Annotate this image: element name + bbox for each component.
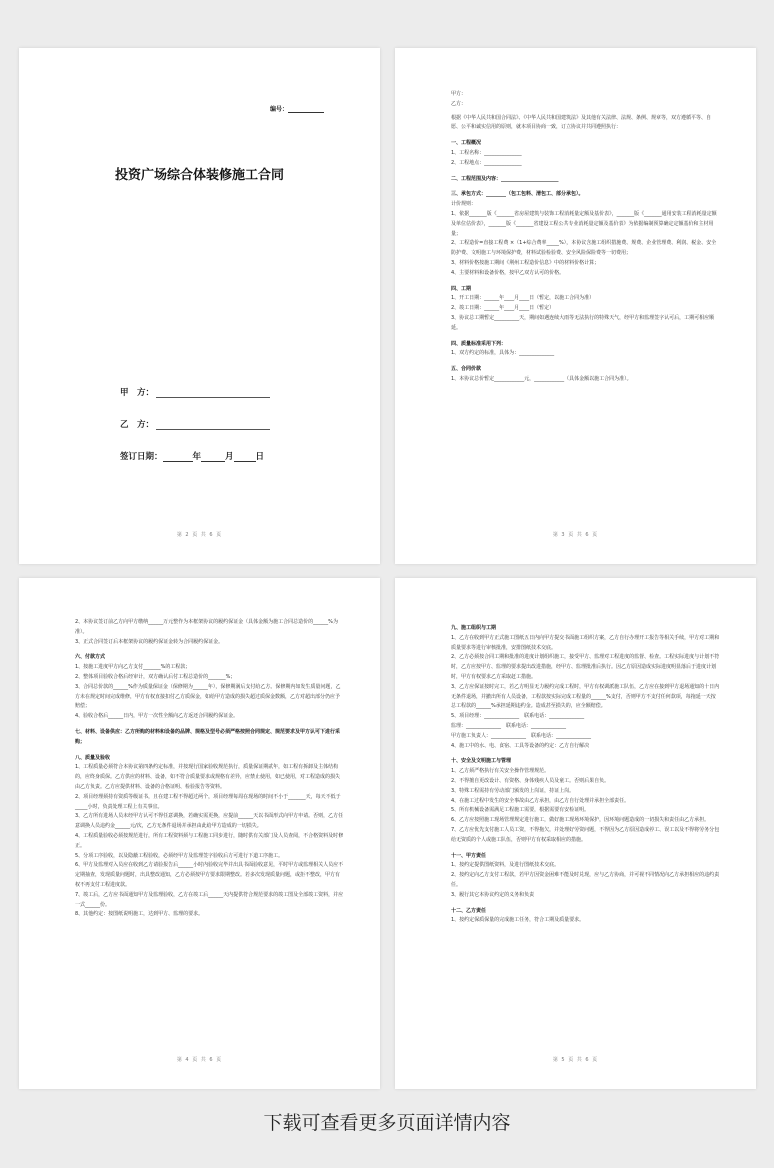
- paragraph: 3、合同总价款的______%作为质量保证金（保修期为______年），保修期满后支付给乙方。保修期内如发生质量问题，乙方未在规定时间完成维修，甲方有权直接扣付乙方质保金，如给甲方造成的损失超过质保金数额，乙方对超出部分仍应予赔偿；: [75, 683, 341, 710]
- paragraph: 3、材料价格按施工期间《荆州工程造价信息》中的材料价格计算；: [451, 259, 600, 266]
- section-heading: 二、工程范围及内容：_______________________: [451, 175, 559, 182]
- paragraph: 4、在施工过程中发生的安全事故由乙方承担，由乙方自行处理并承担全部责任。: [451, 797, 630, 804]
- month-blank: [201, 453, 225, 462]
- paragraph: 甲方：: [451, 91, 467, 97]
- paragraph: 1、开工日期：______年____月____日（暂定，以施工合同为准）: [451, 295, 595, 302]
- year-label: 年: [192, 452, 202, 462]
- page-number: 第 3 页 共 6 页: [552, 532, 599, 538]
- paragraph: 1、按施工进度甲方向乙方支付_______%的工程款；: [75, 664, 191, 671]
- paragraph: 1、乙方在收到甲方正式施工图纸五日内向甲方提交书面施工组织方案，乙方自行办理开工报告等相关手续，甲方对工期和质量要求等进行审核批准，安排图纸技术交底。: [451, 634, 720, 651]
- document-title: 投资广场综合体装修施工合同: [114, 168, 284, 183]
- section-heading: 九、施工组织与工期: [451, 625, 497, 631]
- paragraph: 3、乙方所有进场人员未经甲方认可不得任意调换，若确实需更换，应提前______天以书面形式向甲方申请。否则，乙方任意调换人员违约金______元/次，乙方无条件退场并承担由此给甲方造成的一切损失。: [75, 813, 344, 830]
- section-heading: 三、承包方式：________（包工包料、清包工、部分承包）。: [451, 191, 584, 198]
- section-heading: 十、安全及文明施工与管理: [451, 758, 512, 765]
- party-a-blank: [156, 389, 270, 398]
- paragraph: 4、主要材料和设备价格，按甲乙双方认可的价格。: [451, 269, 565, 276]
- paragraph: 2、本协议签订前乙方向甲方缴纳______万元整作为本框架协议的履约保证金（具体金额为施工合同总造价的______%为准）。: [75, 619, 338, 635]
- document-page-cover: [19, 48, 380, 564]
- page-number: 第 2 页 共 6 页: [176, 532, 223, 538]
- paragraph: 7、乙方应优先支付施工人员工资，不得拖欠，并处理好劳资问题，不得因为乙方原因造成停工、误工以及不得将劳务分包给无资质的个人或施工队伍，否则甲方有权采取相应的措施。: [451, 826, 720, 843]
- paragraph: 7、竣工后，乙方应书面通知甲方及监理验收，乙方在竣工后______天内提供符合规范要求的竣工图及全部竣工资料，并应一式______份。: [75, 891, 344, 908]
- paragraph: 2、不得擅自更改设计、有资格、身体残疾人员及童工。否则后果自负。: [451, 777, 610, 784]
- paragraph: 甲方施工负责人：______________ 联系电话：______________: [451, 732, 592, 739]
- paragraph: 2、工程地点：_______________: [451, 159, 522, 166]
- month-label: 月: [225, 452, 234, 462]
- day-label: 日: [255, 452, 265, 462]
- page-body: [75, 618, 344, 920]
- section-heading: 十二、乙方责任: [451, 907, 487, 914]
- paragraph: 3、协议总工期暂定__________天，期间如遇连续大雨等无法执行的特殊天气，经甲方和监理签字认可后，工期可相应顺延。: [451, 314, 715, 331]
- paragraph: 3、履行其它本协议约定的义务和负责: [451, 891, 535, 898]
- section-heading: 十一、甲方责任: [451, 852, 487, 859]
- section-heading: 六、付款方式: [75, 654, 106, 661]
- paragraph: 1、按约定提供图纸资料，及进行图纸技术交底。: [451, 862, 560, 869]
- paragraph: 乙方：: [451, 100, 467, 107]
- paragraph: 2、工程造价=直接工程费 ×（1+综合费率_____%），本协议含施工组织措施费、规费、企业管理费、利润、税金、安全防护费、文明施工与环境保护费，材料试验检验费、安全风险保险费等一切费用；: [451, 240, 717, 257]
- paragraph: 6、乙方应按照施工现场管理规定进行施工，做好施工现场环境保护，因环境问题造成的一切损失和责任由乙方承担。: [451, 817, 710, 824]
- paragraph: 1、工程质量必须符合本协议第四条约定标准，并按现行国家验收规范执行，质量保证期贰年，如工程有拆卸及主体结构的，应终身质保。乙方供应的材料、设备，如不符合质量要求或规格有差异，应禁止使用，如已使用，对工程造成的损失由乙方负责。乙方应提供材料、设备的合格证明、检验报告等资料。: [75, 764, 341, 790]
- sign-date-label: 签订日期：: [120, 452, 163, 462]
- paragraph: 2、整体项目验收合格后经审计，双方确认后付工程总造价的_______%；: [75, 673, 236, 680]
- paragraph: 3、正式合同签订后本框架协议的履约保证金转为合同履约保证金。: [75, 638, 224, 645]
- year-blank: [163, 453, 193, 462]
- party-b-blank: [156, 421, 270, 430]
- paragraph: 4、施工中的水、电、食宿、工具等设备的约定：乙方自行解决: [451, 742, 590, 749]
- paragraph: 1、依据_______版《_______省房屋建筑与装饰工程消耗量定额及基价表》，_______版《_______通用安装工程消耗量定额及单位估价表》，_______版《_______省建设工程公共专业消耗量定额及基价表》为依据编制预算确定定额基价和主材用量；: [451, 210, 717, 237]
- contract-number-field: [270, 104, 324, 113]
- sign-date-line: [120, 450, 264, 462]
- paragraph: 2、按约定向乙方支付工程款，若甲方因资金困难不能及时兑现，应与乙方协商，并可视不同情况向乙方承担相应的违约责任。: [451, 872, 720, 888]
- paragraph: 4、工程质量验收必须按规范进行，所有工程资料须与工程施工同步进行，随时供有关部门及人员查阅，不合格资料及时修正。: [75, 832, 344, 849]
- paragraph: 4、验收合格后______日内，甲方一次性全额向乙方返还合同履约保证金。: [75, 713, 239, 720]
- day-blank: [234, 453, 256, 462]
- page-number: 第 5 页 共 6 页: [552, 1057, 599, 1063]
- paragraph: 5、所有机械设备需满足工程施工需要，根据需要有安检证明。: [451, 807, 590, 814]
- document-page-3: [19, 578, 380, 1089]
- section-heading: 四、工期: [451, 285, 472, 292]
- paragraph: 2、项目经理须持有资质等级证书，且在建工程不得超过两个，项目经理每周在现场的时间不小于_______天，每天不低于_____小时，负责处理工程上有关事宜。: [75, 793, 341, 810]
- paragraph: 2、乙方必须按合同工期和批准的进度计划组织施工，接受甲方、监理对工程进度的监督、检查。工程实际进度与计划不符时，乙方应按甲方、监理的要求提出改进措施，经甲方、监理批准后执行。因乙方原因造成实际进度明显落后于进度计划时，甲方有权要求乙方采取赶工措施。: [451, 654, 720, 680]
- paragraph: 1、本协议总价暂定____________元，____________（具体金额以施工合同为准）。: [451, 375, 632, 382]
- contract-number-label: 编号：: [269, 106, 288, 113]
- paragraph: 6、甲方及监理对入员应在收到乙方请验报告后______小时内验收完毕并出具书面验收意见，平时甲方或监理相关人员应不定期抽查，发现质量问题时，出具整改通知，乙方必须按甲方要求限期整改。若多次发现质量问题，或拒不整改，甲方有权不再支付工程进度款。: [75, 862, 344, 888]
- party-b-line: [120, 418, 270, 430]
- paragraph: 监理：______________ 联系电话：______________: [451, 722, 567, 729]
- party-a-line: [120, 386, 270, 398]
- page-body: [451, 90, 720, 385]
- paragraph: 5、分项工序验收，以及隐蔽工程验收，必须经甲方及监理签字验收后方可进行下道工序施工。: [75, 852, 284, 859]
- paragraph: 3、特殊工程需持有劳动部门颁发的上岗证，持证上岗。: [451, 787, 575, 794]
- page-number: 第 4 页 共 6 页: [176, 1057, 223, 1063]
- document-page-2: [395, 48, 756, 564]
- contract-number-blank: [288, 106, 324, 113]
- party-b-label: 乙 方：: [120, 420, 155, 430]
- page-body: [451, 618, 720, 926]
- paragraph: 1、按约定保质保量的完成施工任务，符合工期及质量要求。: [451, 917, 585, 924]
- paragraph: 5、项目经理：______________ 联系电话：______________: [451, 713, 585, 720]
- paragraph: 2、竣工日期：______年____月____日（暂定）: [451, 305, 555, 312]
- section-heading: 四、质量标准采用下列：: [451, 340, 507, 347]
- section-heading: 八、质量及验收: [75, 754, 111, 761]
- paragraph: 8、其他约定：按图纸说明施工，达到甲方、监理的要求。: [75, 911, 204, 918]
- section-heading: 七、材料、设备供应：乙方所购的材料和设备的品牌、规格及型号必须严格按照合同规定、规范要求及甲方认可下进行采购；: [75, 728, 341, 745]
- party-a-label: 甲 方：: [120, 388, 155, 398]
- paragraph: 1、乙方须严格执行有关安全操作管理规范。: [451, 768, 550, 775]
- document-page-4: [395, 578, 756, 1089]
- section-heading: 五、合同价款: [451, 366, 482, 373]
- paragraph: 计价规则：: [451, 201, 477, 208]
- paragraph: 1、双方约定的标准，具体为：______________: [451, 350, 555, 357]
- paragraph: 根据《中华人民共和国合同法》、《中华人民共和国建筑法》及其他有关法律、法规、条例、规章等，双方遵循平等、自愿、公平和诚实信用的原则，就本项目协商一致，订立协议并共同遵照执行：: [451, 114, 712, 131]
- paragraph: 1、工程名称：_______________: [451, 149, 522, 156]
- paragraph: 3、乙方应保证按时完工，若乙方明显无力履约完成工程时，甲方有权调派施工队伍，乙方应在接到甲方退场通知的十日内无条件退场，并撤出所有人员设备，工程款按实际完成工程量的______%支付，否则甲方不支付任何款项，每拖延一天按总工程款的______%承担延期违约金。造成甚至损失的，应全额赔偿。: [451, 683, 720, 710]
- download-more-caption: 下载可查看更多页面详情内容: [263, 1112, 511, 1134]
- section-heading: 一、工程概况: [451, 140, 482, 147]
